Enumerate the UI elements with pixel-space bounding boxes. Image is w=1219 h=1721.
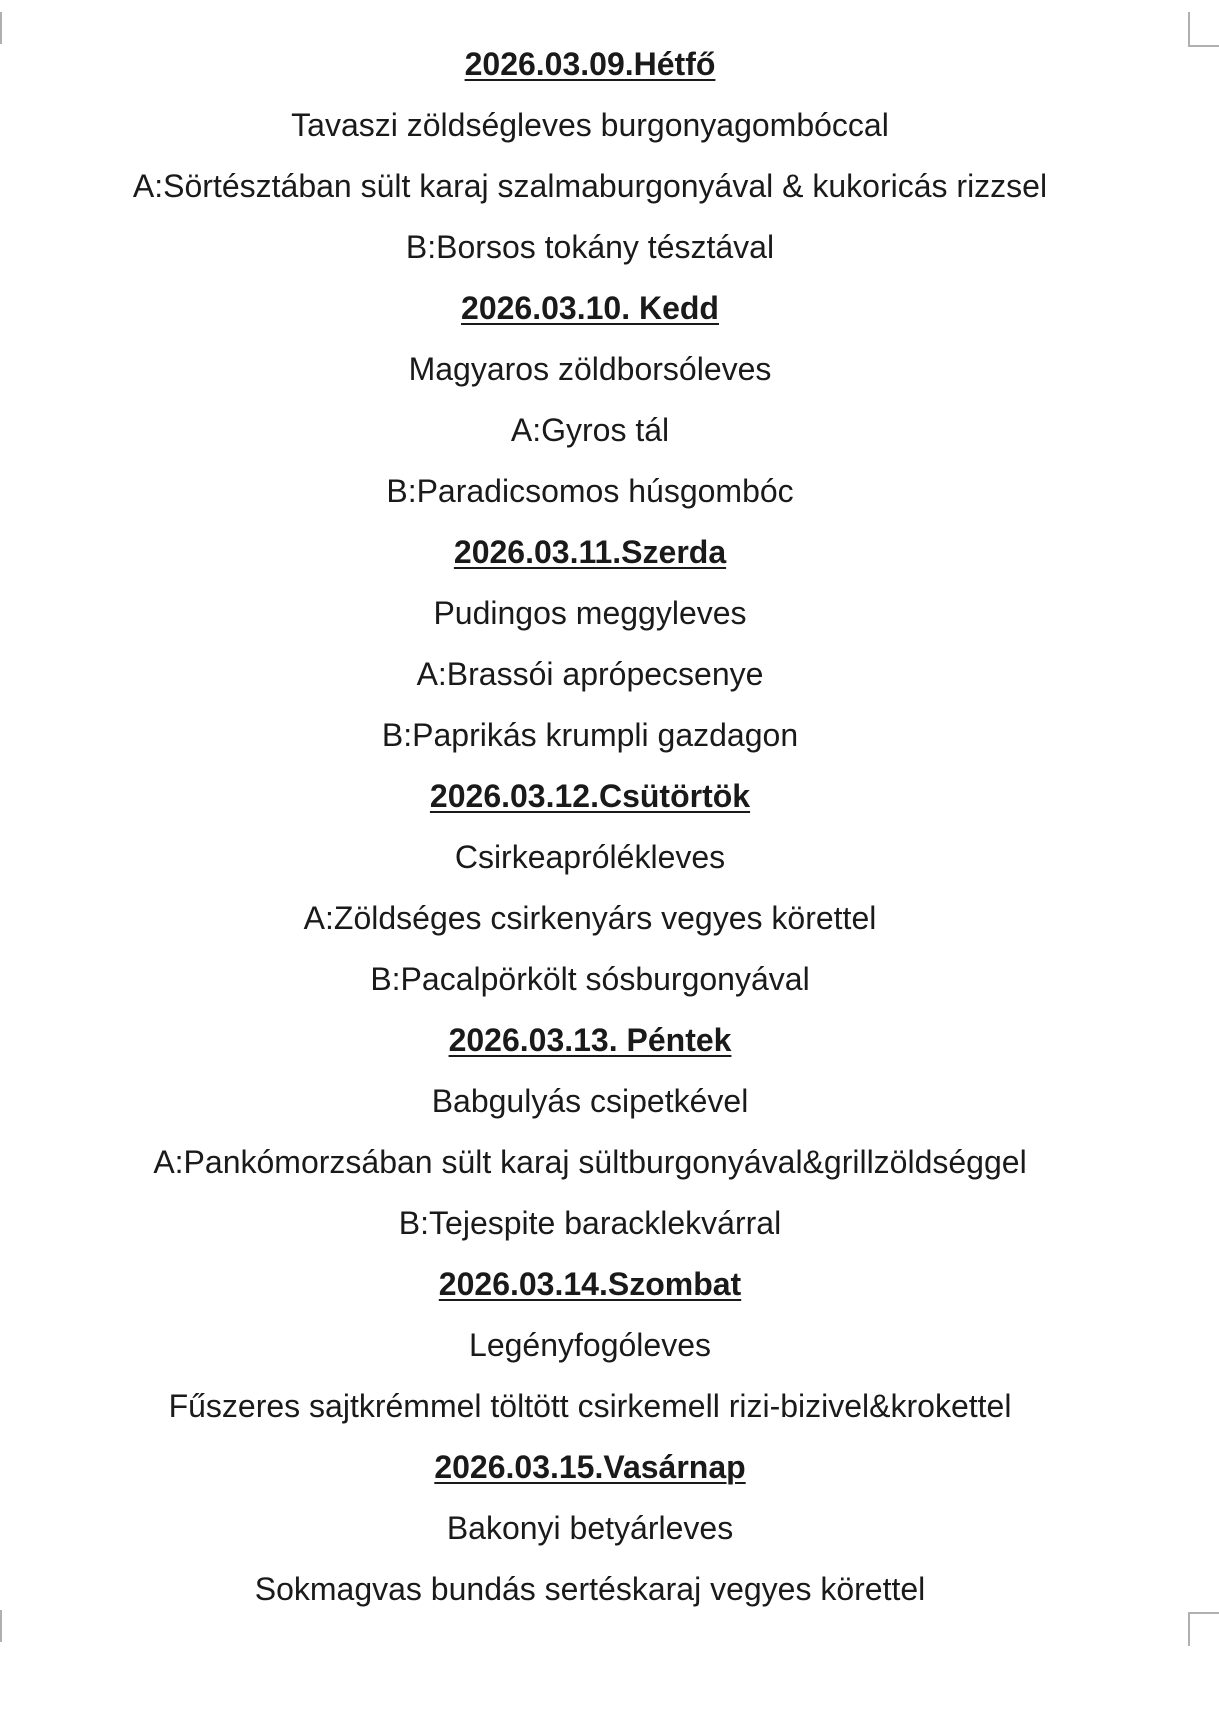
dish-item: A:Brassói aprópecsenye [416, 656, 764, 692]
soup-item: Bakonyi betyárleves [446, 1510, 734, 1546]
day-heading: 2026.03.09.Hétfő [464, 46, 716, 82]
day-heading: 2026.03.12.Csütörtök [429, 778, 751, 814]
menu-day-thursday [0, 774, 1180, 1018]
weekly-menu [0, 42, 1180, 1628]
menu-day-sunday [0, 1445, 1180, 1628]
dish-item: Sokmagvas bundás sertéskaraj vegyes körettel [254, 1571, 926, 1607]
dish-item: B:Paradicsomos húsgombóc [386, 473, 794, 509]
day-heading: 2026.03.14.Szombat [438, 1266, 742, 1302]
crop-mark-top-right [1188, 12, 1219, 47]
menu-day-saturday [0, 1262, 1180, 1445]
dish-item: A:Gyros tál [510, 412, 670, 448]
menu-day-wednesday [0, 530, 1180, 774]
soup-item: Legényfogóleves [469, 1327, 711, 1363]
day-heading: 2026.03.11.Szerda [453, 534, 727, 570]
dish-item: A:Pankómorzsában sült karaj sültburgonyával&grillzöldséggel [153, 1144, 1027, 1180]
dish-item: B:Tejespite baracklekvárral [398, 1205, 782, 1241]
crop-mark-bottom-right [1188, 1612, 1219, 1646]
menu-day-friday [0, 1018, 1180, 1262]
soup-item: Csirkeaprólékleves [454, 839, 726, 875]
dish-item: Fűszeres sajtkrémmel töltött csirkemell rizi-bizivel&krokettel [168, 1388, 1012, 1424]
day-heading: 2026.03.15.Vasárnap [434, 1449, 746, 1485]
dish-item: B:Pacalpörkölt sósburgonyával [370, 961, 810, 997]
dish-item: A:Sörtésztában sült karaj szalmaburgonyával & kukoricás rizzsel [132, 168, 1048, 204]
day-heading: 2026.03.10. Kedd [461, 290, 719, 326]
dish-item: A:Zöldséges csirkenyárs vegyes körettel [303, 900, 877, 936]
dish-item: B:Paprikás krumpli gazdagon [381, 717, 799, 753]
soup-item: Pudingos meggyleves [433, 595, 747, 631]
menu-day-monday [0, 42, 1180, 286]
menu-day-tuesday [0, 286, 1180, 530]
soup-item: Magyaros zöldborsóleves [408, 351, 772, 387]
dish-item: B:Borsos tokány tésztával [405, 229, 775, 265]
soup-item: Babgulyás csipetkével [431, 1083, 749, 1119]
crop-mark-top-left [0, 12, 2, 44]
soup-item: Tavaszi zöldségleves burgonyagombóccal [291, 107, 889, 143]
day-heading: 2026.03.13. Péntek [448, 1022, 732, 1058]
